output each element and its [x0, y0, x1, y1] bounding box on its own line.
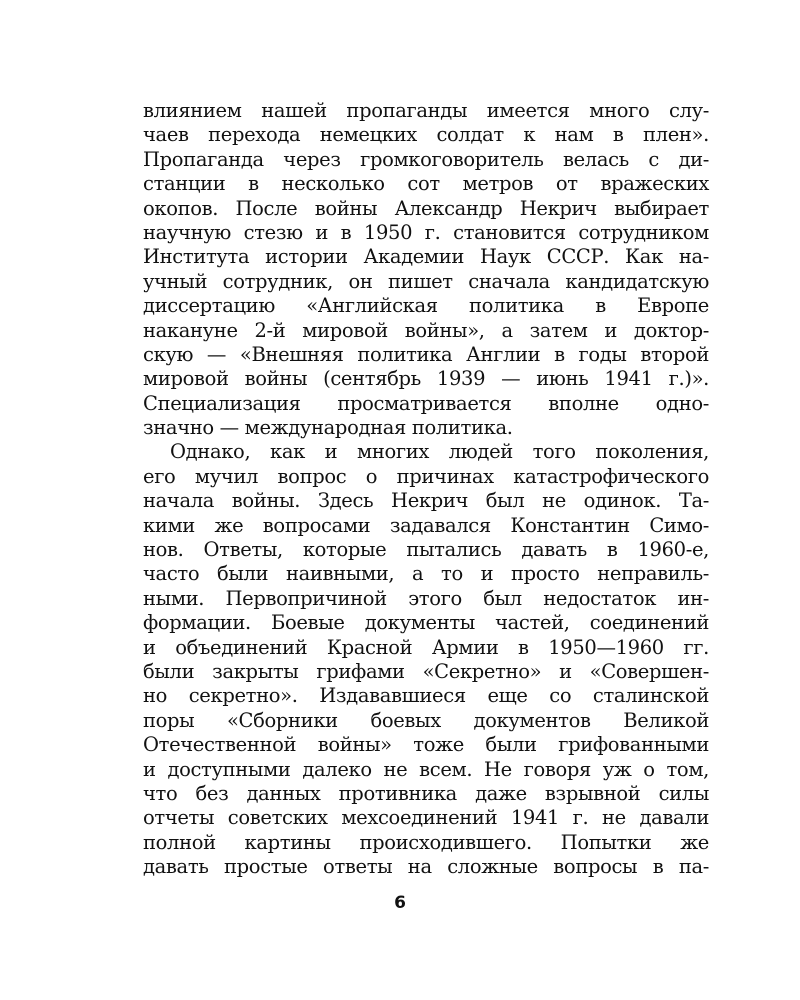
- text-line: Специализация просматривается вполне одно-: [143, 391, 709, 415]
- page-number: 6: [394, 893, 406, 913]
- text-line: что без данных противника даже взрывной силы: [143, 781, 709, 805]
- text-line: Пропаганда через громкоговоритель велась с ди-: [143, 147, 709, 171]
- text-line: кими же вопросами задавался Константин Симо-: [143, 513, 709, 537]
- text-line: нов. Ответы, которые пытались давать в 1960-е,: [143, 538, 709, 562]
- text-line: но секретно». Издававшиеся еще со сталинской: [143, 684, 709, 708]
- text-line: чаев перехода немецких солдат к нам в плен».: [143, 123, 709, 147]
- text-line: его мучил вопрос о причинах катастрофического: [143, 464, 709, 488]
- text-line: научную стезю и в 1950 г. становится сотрудником: [143, 220, 709, 244]
- paragraph-start-line: Однако, как и многих людей того поколения,: [170, 440, 709, 464]
- text-line: окопов. После войны Александр Некрич выбирает: [143, 196, 709, 220]
- text-line: накануне 2-й мировой войны», а затем и доктор-: [143, 318, 709, 342]
- text-line: полной картины происходившего. Попытки же: [143, 830, 709, 854]
- text-line: скую — «Внешняя политика Англии в годы второй: [143, 342, 709, 366]
- text-line: и доступными далеко не всем. Не говоря уж о том,: [143, 757, 709, 781]
- text-line: были закрыты грифами «Секретно» и «Совершен-: [143, 659, 709, 683]
- text-line: диссертацию «Английская политика в Европе: [143, 294, 709, 318]
- text-line: и объединений Красной Армии в 1950—1960 гг.: [143, 635, 709, 659]
- text-line: отчеты советских мехсоединений 1941 г. не давали: [143, 806, 709, 830]
- paragraph-end-line: значно — международная политика.: [143, 416, 513, 440]
- body-text: [143, 99, 709, 880]
- text-line: Института истории Академии Наук СССР. Как на-: [143, 245, 709, 269]
- text-line: начала войны. Здесь Некрич был не одинок. Та-: [143, 489, 709, 513]
- text-line: часто были наивными, а то и просто неправиль-: [143, 562, 709, 586]
- text-line: формации. Боевые документы частей, соединений: [143, 611, 709, 635]
- text-line: мировой войны (сентябрь 1939 — июнь 1941 г.)».: [143, 367, 709, 391]
- text-line: учный сотрудник, он пишет сначала кандидатскую: [143, 269, 709, 293]
- text-line: ными. Первопричиной этого был недостаток ин-: [143, 586, 709, 610]
- text-line: станции в несколько сот метров от вражеских: [143, 172, 709, 196]
- text-line: поры «Сборники боевых документов Великой: [143, 708, 709, 732]
- text-line: влиянием нашей пропаганды имеется много слу-: [143, 99, 709, 122]
- text-line: давать простые ответы на сложные вопросы в па-: [143, 855, 709, 879]
- text-line: Отечественной войны» тоже были грифованными: [143, 733, 709, 757]
